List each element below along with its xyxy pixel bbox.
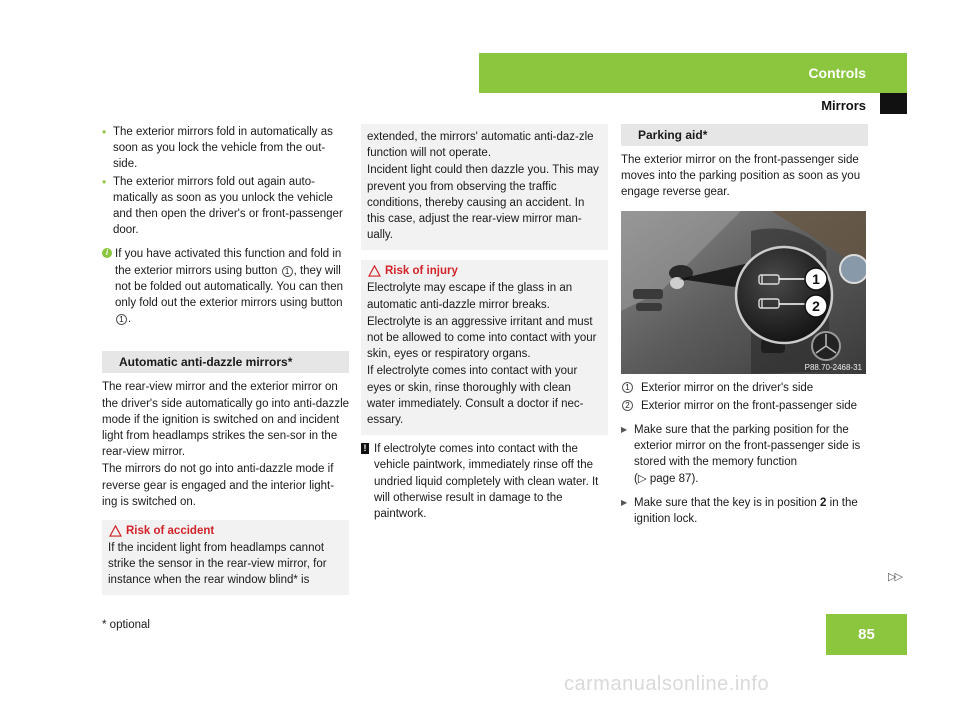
warning-title-text: Risk of accident xyxy=(126,525,215,538)
paragraph: If electrolyte comes into contact with your eyes or skin, rinse thoroughly with clean water immediately. Consult a doctor if nec-essary. xyxy=(367,365,584,427)
info-icon: i xyxy=(102,248,112,258)
header-section-title: Controls xyxy=(808,65,866,81)
warning-text: If the incident light from headlamps cannot strike the sensor in the rear-view mirror, for instance when the rear window blind* is xyxy=(108,542,327,587)
info-text-c: . xyxy=(128,313,132,326)
paragraph: The mirrors do not go into anti-dazzle mode if reverse gear is engaged and the interior light-ing is switched on. xyxy=(102,463,335,508)
page-number: 85 xyxy=(858,626,875,643)
callout-number: 1 xyxy=(282,266,293,277)
exclamation-icon: ! xyxy=(361,443,369,454)
warning-title xyxy=(108,523,343,540)
column-middle xyxy=(361,124,608,522)
section-title-anti-dazzle: Automatic anti-dazzle mirrors* xyxy=(102,351,349,373)
warning-box-injury xyxy=(361,260,608,435)
step-text: Make sure that the key is in position xyxy=(634,496,817,509)
legend-item xyxy=(621,398,868,414)
header-marker xyxy=(880,93,907,114)
step-item xyxy=(621,422,868,487)
paragraph: The exterior mirror on the front-passenger side moves into the parking position as soon as you engage reverse gear. xyxy=(621,154,861,199)
column-right xyxy=(621,124,868,527)
info-note xyxy=(102,246,349,327)
notice-note xyxy=(361,441,608,522)
notice-text: If electrolyte comes into contact with the vehicle paintwork, immediately rinse off the undried liquid completely with clean water. It will otherwise result in damage to the paintwork. xyxy=(374,443,599,521)
step-item xyxy=(621,495,868,527)
step-text-end: in the ignition lock. xyxy=(634,496,858,526)
step-position: 2 xyxy=(820,496,827,509)
callout-number: 2 xyxy=(622,400,633,411)
page-reference: (▷ page 87). xyxy=(634,472,699,485)
section-title-parking-aid: Parking aid* xyxy=(621,124,868,146)
warning-title xyxy=(367,263,602,280)
warning-title-text: Risk of injury xyxy=(385,265,458,278)
legend-item xyxy=(621,380,868,396)
warning-triangle-icon xyxy=(109,525,122,537)
photo-code: P88.70-2468-31 xyxy=(804,362,862,372)
paragraph: Electrolyte is an aggressive irritant and must not be allowed to come into contact with your skin, eyes or respiratory organs. xyxy=(367,315,597,361)
callout-number: 1 xyxy=(622,382,633,393)
header-subsection-title: Mirrors xyxy=(821,98,866,113)
column-left xyxy=(102,124,349,595)
photo-label-2: 2 xyxy=(812,297,820,314)
paragraph: The rear-view mirror and the exterior mirror on the driver's side automatically go into anti-dazzle mode if the ignition is switched on and incident light from headlamps strikes the sen-sor in the rear-view mirror. xyxy=(102,381,350,459)
paragraph: Electrolyte may escape if the glass in an automatic anti-dazzle mirror breaks. xyxy=(367,282,573,311)
legend-text: Exterior mirror on the front-passenger side xyxy=(641,399,858,412)
callout-number: 1 xyxy=(116,314,127,325)
paragraph: extended, the mirrors' automatic anti-daz-zle function will not operate. xyxy=(367,131,594,160)
legend-text: Exterior mirror on the driver's side xyxy=(641,381,814,394)
warning-triangle-icon xyxy=(368,265,381,277)
mirror-switch-illustration xyxy=(621,211,866,374)
mirror-switch-photo xyxy=(621,211,866,374)
continue-arrows: ▷▷ xyxy=(888,571,901,583)
footnote: * optional xyxy=(102,619,150,631)
info-text-b: , they will not be folded out automatically. You can then only fold out the exterior mirrors using button xyxy=(115,264,344,310)
paragraph: Incident light could then dazzle you. This may prevent you from observing the traffic conditions, thereby causing an accident. In this case, adjust the rear-view mirror man-ually. xyxy=(367,164,599,242)
bullet-item: • The exterior mirrors fold in automatically as soon as you lock the vehicle from the out-side. xyxy=(102,124,349,173)
info-text-a: If you have activated this function and fold in the exterior mirrors using button xyxy=(115,248,342,277)
warning-box-accident xyxy=(102,520,349,595)
bullet-item: • The exterior mirrors fold out again auto-matically as soon as you unlock the vehicle and then open the driver's or front-passenger door. xyxy=(102,174,349,239)
warning-box-continued xyxy=(361,124,608,250)
step-text: Make sure that the parking position for the exterior mirror on the front-passenger side is stored with the memory function xyxy=(634,424,861,469)
watermark: carmanualsonline.info xyxy=(564,673,770,695)
photo-label-1: 1 xyxy=(812,270,820,287)
